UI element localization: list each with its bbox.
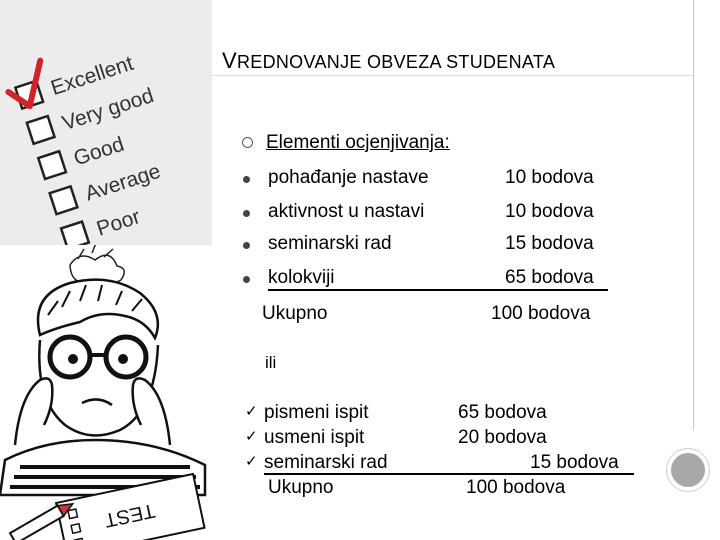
slide-title	[222, 48, 555, 74]
checkbox-very-good	[27, 116, 55, 144]
alternative-total-label: Ukupno	[268, 477, 334, 498]
rating-label: Poor	[93, 205, 144, 241]
grading-item	[0, 167, 720, 191]
checkmark-bullet-icon: ✓	[245, 403, 258, 420]
alternative-separator: ili	[265, 353, 277, 372]
rating-label: Average	[82, 159, 164, 206]
alternative-sum-underline	[264, 473, 634, 475]
total-label: Ukupno	[262, 303, 328, 324]
alternative-item-label: pismeni ispit	[264, 402, 369, 423]
alternative-total-points: 100 bodova	[466, 477, 566, 498]
alternative-item-label: usmeni ispit	[264, 427, 365, 448]
section-heading: Elementi ocjenjivanja:	[266, 132, 450, 153]
alternative-item-points: 65 bodova	[458, 402, 547, 423]
hollow-bullet-icon	[242, 137, 253, 148]
sum-underline	[268, 289, 608, 291]
rating-label: Excellent	[48, 51, 137, 100]
title-first-letter: V	[222, 48, 237, 73]
test-paper-text: TEST	[102, 498, 157, 532]
grading-item-points: 10 bodova	[505, 167, 594, 188]
grading-item-label: pohađanje nastave	[268, 167, 429, 188]
rating-label: Very good	[59, 84, 157, 136]
title-divider	[212, 75, 693, 76]
bullet-icon	[243, 276, 250, 283]
alternative-item	[0, 452, 720, 474]
title-rest: REDNOVANJE OBVEZA STUDENATA	[236, 52, 556, 72]
grading-item	[0, 267, 720, 291]
grading-item-label: seminarski rad	[268, 233, 392, 254]
alternative-item-points: 15 bodova	[530, 452, 619, 473]
alternative-item-points: 20 bodova	[458, 427, 547, 448]
grading-item	[0, 233, 720, 257]
grading-item	[0, 201, 720, 225]
grading-item-label: kolokviji	[268, 267, 335, 288]
alternative-item	[0, 427, 720, 449]
rating-label: Good	[70, 132, 127, 171]
grading-item-points: 65 bodova	[505, 267, 594, 288]
checkmark-bullet-icon: ✓	[245, 453, 258, 470]
bullet-icon	[243, 176, 250, 183]
checkmark-bullet-icon: ✓	[245, 428, 258, 445]
total-points: 100 bodova	[491, 303, 591, 324]
alternative-item	[0, 402, 720, 424]
alternative-item-label: seminarski rad	[264, 452, 388, 473]
grading-item-label: aktivnost u nastavi	[268, 201, 425, 222]
slide-nav-circle-icon	[671, 453, 705, 487]
grading-item-points: 10 bodova	[505, 201, 594, 222]
grading-item-points: 15 bodova	[505, 233, 594, 254]
slide-nav-circle-button[interactable]	[666, 448, 710, 492]
bullet-icon	[243, 210, 250, 217]
bullet-icon	[243, 242, 250, 249]
